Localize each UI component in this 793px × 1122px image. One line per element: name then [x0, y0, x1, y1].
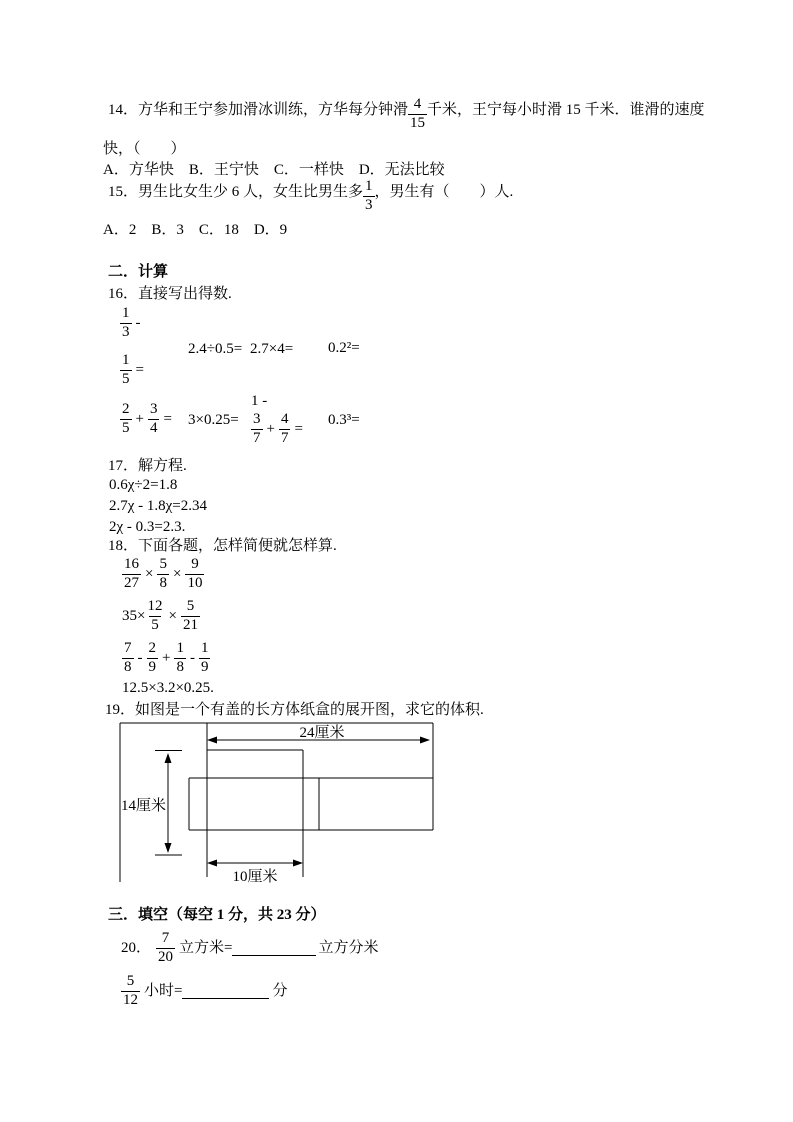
height-dimension-label: 14厘米	[121, 798, 167, 814]
fraction-denominator: 3	[365, 196, 373, 213]
q16-expr1-fraction-2: $\frac{1}{5}$	[122, 351, 130, 387]
question-14-line-1	[108, 97, 705, 132]
q16-expr-3: 2.7×4=	[250, 341, 294, 357]
box-net-lines	[120, 723, 433, 882]
width-dimension-label: 24厘米	[299, 725, 345, 741]
q14-text-before: 14．方华和王宁参加滑冰训练，方华每分钟滑	[108, 102, 409, 119]
q15-options: A．2 B．3 C．18 D．9	[103, 222, 288, 238]
q16-expr-2: 2.4÷0.5=	[188, 341, 243, 357]
q20-time-blank	[182, 998, 269, 999]
times-operator: ×	[172, 565, 182, 582]
fraction-denominator: 15	[410, 114, 426, 131]
q16-expr-7	[251, 392, 307, 447]
section-fill-title: 三．填空（每空 1 分，共 23 分）	[108, 907, 326, 923]
arrowhead-left	[207, 737, 217, 744]
q18-expr3-fraction-4: $\frac{1}{9}$	[200, 640, 209, 675]
q15-text-after: ，男生有（ ）人.	[374, 184, 514, 201]
height-dimension-arrow	[121, 751, 182, 856]
q16-expr7-first-line: 1 -	[251, 393, 268, 409]
q18-expr-3	[122, 641, 210, 676]
q18-expr1-fraction-3: $\frac{9}{10}$	[187, 556, 203, 591]
equals-sign: =	[163, 410, 172, 427]
q16-expr7-fraction-2: $\frac{4}{7}$	[280, 410, 289, 446]
q16-expr-4: 0.2²=	[328, 340, 360, 356]
arrowhead-left	[207, 860, 217, 867]
q20-volume-unit-left: 立方米=	[179, 940, 233, 957]
q18-expr2-lead: 35×	[122, 607, 146, 624]
plus-operator: +	[266, 420, 275, 437]
q18-expr-4: 12.5×3.2×0.25.	[122, 680, 214, 696]
q20-line-2	[121, 974, 287, 1009]
fraction-numerator: 1	[365, 178, 373, 194]
q20-line-1	[121, 931, 379, 966]
q16-expr7-fraction-1: $\frac{3}{7}$	[253, 410, 261, 446]
q14-fraction	[408, 97, 427, 132]
q18-expr3-fraction-1: $\frac{7}{8}$	[124, 640, 132, 675]
q20-volume-blank	[232, 955, 316, 956]
q17-equation-3: 2χ - 0.3=2.3.	[109, 519, 186, 535]
question-15-line	[108, 179, 513, 214]
q19-title: 19．如图是一个有盖的长方体纸盒的展开图，求它的体积.	[105, 702, 484, 718]
section-calc-title: 二．计算	[108, 264, 169, 280]
q16-expr5-fraction-2: $\frac{3}{4}$	[149, 401, 158, 436]
q18-expr2-fraction-2: $\frac{5}{21}$	[182, 598, 198, 633]
q16-expr-6: 3×0.25=	[188, 412, 239, 428]
q20-time-unit-left: 小时=	[144, 983, 183, 1000]
minus-operator: -	[135, 314, 141, 331]
fraction-numerator: 4	[413, 96, 422, 112]
q18-title: 18．下面各题，怎样简便就怎样算.	[108, 538, 337, 554]
q20-time-unit-right: 分	[272, 983, 288, 1000]
q20-volume-unit-right: 立方分米	[318, 940, 379, 957]
minus-operator: -	[137, 649, 143, 666]
q16-expr-8: 0.3³=	[328, 412, 360, 428]
arrowhead-right	[293, 860, 303, 867]
minus-operator: -	[189, 649, 195, 666]
q17-equation-1: 0.6χ÷2=1.8	[109, 477, 178, 493]
q18-expr3-fraction-3: $\frac{1}{8}$	[176, 640, 184, 675]
q17-title: 17．解方程.	[108, 458, 187, 474]
q16-expr5-fraction-1: $\frac{2}{5}$	[122, 401, 130, 436]
arrowhead-right	[420, 737, 430, 744]
q14-wrap-line: 快，（ ）	[103, 141, 186, 157]
q14-options: A．方华快 B．王宁快 C．一样快 D．无法比较	[103, 162, 445, 178]
plus-operator: +	[162, 649, 171, 666]
plus-operator: +	[135, 410, 144, 427]
width-dimension-arrow	[207, 724, 430, 744]
q20-time-fraction: $\frac{5}{12}$	[123, 973, 138, 1008]
q15-fraction	[363, 179, 375, 214]
bottom-dimension-arrow	[207, 860, 303, 886]
equals-sign: =	[135, 361, 144, 378]
bottom-dimension-label: 10厘米	[232, 869, 278, 885]
q16-expr1-fraction-1: $\frac{1}{3}$	[122, 305, 130, 340]
q18-expr1-fraction-1: $\frac{16}{27}$	[124, 556, 139, 591]
q18-expr-1	[122, 557, 204, 592]
times-operator: ×	[168, 607, 177, 624]
q16-expr-1	[120, 306, 148, 388]
q18-expr-2	[122, 599, 200, 634]
arrowhead-up	[165, 753, 172, 763]
q18-expr3-fraction-2: $\frac{2}{9}$	[148, 640, 156, 675]
q18-expr1-fraction-2: $\frac{5}{8}$	[159, 556, 167, 591]
times-operator: ×	[145, 565, 154, 582]
q18-expr2-fraction-1: $\frac{12}{5}$	[147, 598, 163, 633]
box-net-diagram	[110, 715, 450, 890]
q16-expr-5	[120, 402, 176, 437]
q20-number: 20．	[121, 940, 152, 957]
q16-title: 16．直接写出得数.	[108, 286, 232, 302]
q20-volume-fraction: $\frac{7}{20}$	[158, 930, 174, 965]
arrowhead-down	[165, 843, 172, 853]
q14-text-after: 千米，王宁每小时滑 15 千米．谁滑的速度	[427, 102, 705, 119]
equals-sign: =	[294, 420, 303, 437]
q15-text-before: 15．男生比女生少 6 人，女生比男生多	[108, 184, 364, 201]
q17-equation-2: 2.7χ - 1.8χ=2.34	[109, 498, 208, 514]
